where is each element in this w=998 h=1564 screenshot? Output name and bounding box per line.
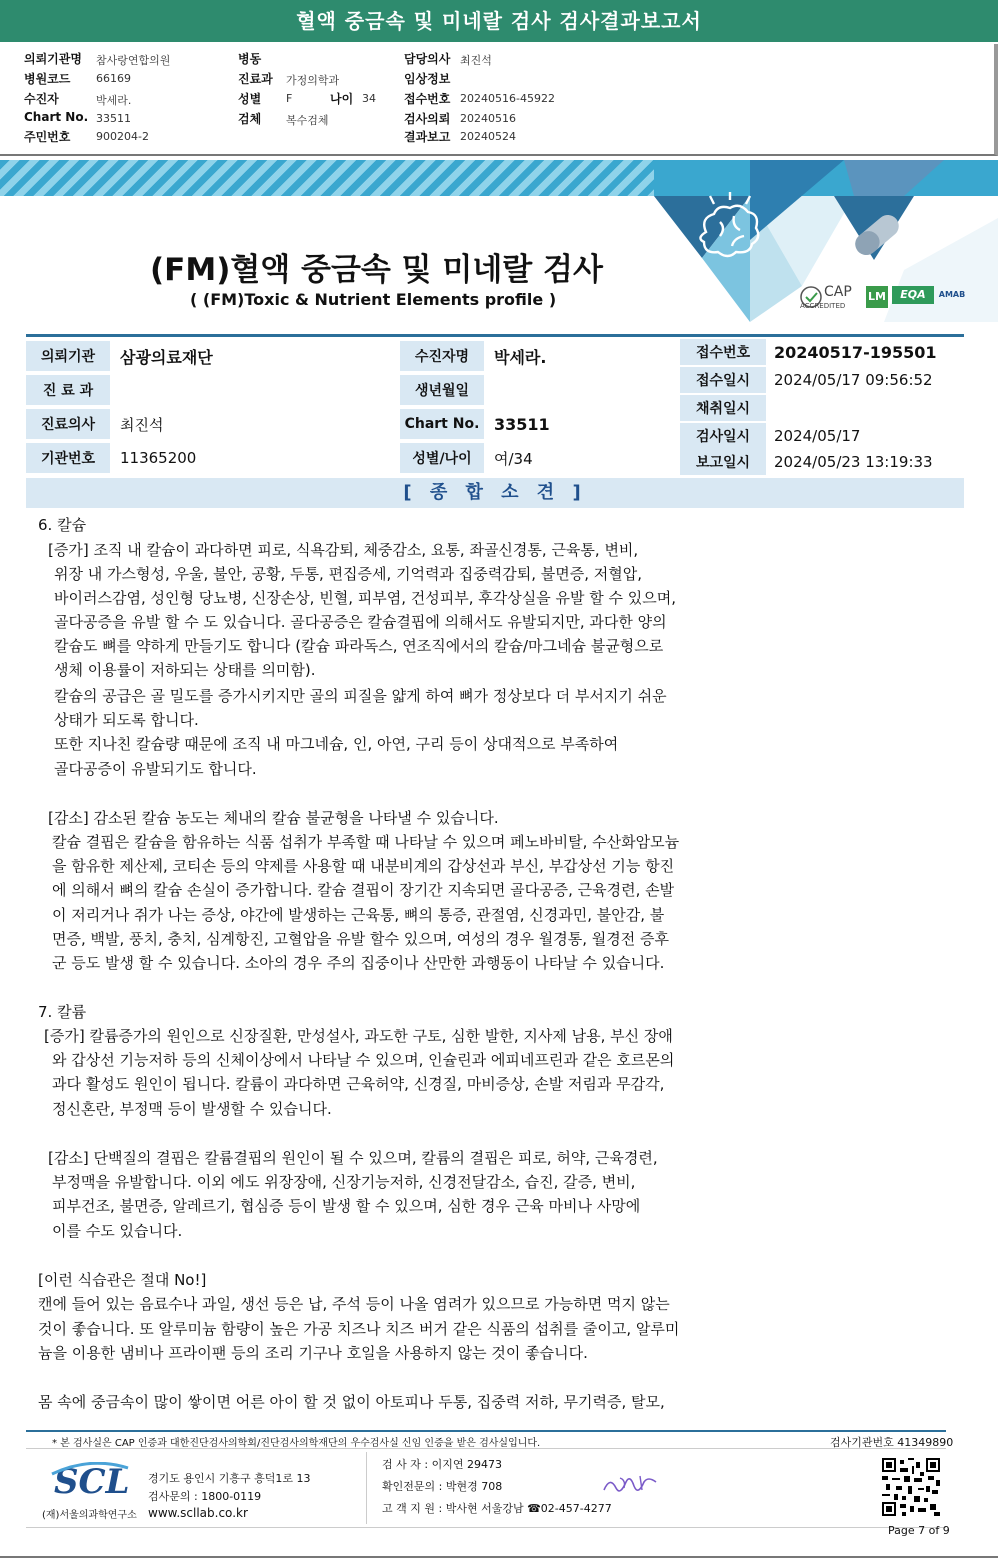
org-phone: 검사문의 : 1800-0119 [148, 1490, 262, 1503]
body-line: 이 저리거나 쥐가 나는 증상, 야간에 발생하는 근육통, 뼈의 통증, 관절염, 신경과민, 불안감, 불 [52, 906, 665, 924]
lab-registration-no: 검사기관번호 41349890 [830, 1436, 954, 1449]
body-line: 정신혼란, 부정맥 등이 발생할 수 있습니다. [52, 1100, 332, 1118]
receipt-time-label: 접수일시 [680, 367, 766, 393]
resident-no-label: 주민번호 [24, 130, 71, 144]
institution-label: 의뢰기관 [26, 341, 110, 371]
hero-subtitle: ( (FM)Toxic & Nutrient Elements profile ) [190, 290, 557, 309]
eqa-logo [892, 286, 934, 304]
chart-no-value-table: 33511 [494, 414, 550, 434]
body-line: 에 의해서 뼈의 칼슘 손실이 증가합니다. 칼슘 결핍이 장기간 지속되면 골다공증, 근육경련, 손발 [52, 881, 675, 899]
body-line: 칼슘도 뼈를 약하게 만들기도 합니다 (칼슘 파라독스, 연조직에서의 칼슘/마그네슘 불균형으로 [54, 637, 664, 655]
hospital-code-value: 66169 [96, 72, 131, 85]
cap-logo [800, 286, 862, 310]
report-time-label: 보고일시 [680, 449, 766, 475]
report-time-value: 2024/05/23 13:19:33 [774, 453, 933, 471]
accreditation-note: * 본 검사실은 CAP 인증과 대한진단검사의학회/진단검사의학재단의 우수검사실 신임 인증을 받은 검사실입니다. [52, 1438, 541, 1449]
cap-sub-text: ACCREDITED [800, 302, 846, 310]
chart-no-value: 33511 [96, 112, 131, 125]
body-line: [증가] 조직 내 칼슘이 과다하면 피로, 식욕감퇴, 체중감소, 요통, 좌골신경통, 근육통, 변비, [48, 541, 639, 559]
inspector-info: 검 사 자 : 이지연 29473 [382, 1458, 502, 1471]
patient-value: 박세라. [96, 94, 132, 107]
patient-name-label: 수진자명 [400, 341, 484, 371]
hospital-code-label: 병원코드 [24, 72, 71, 86]
body-line: 바이러스감염, 성인형 당뇨병, 신장손상, 빈혈, 피부염, 건성피부, 후각상실을 유발 할 수 있으며, [54, 589, 676, 607]
hospital-name-value: 참사랑연합의원 [96, 54, 171, 67]
body-line: 와 갑상선 기능저하 등의 신체이상에서 나타날 수 있으며, 인슐린과 에피네프린과 같은 호르몬의 [52, 1051, 675, 1069]
receipt-time-value: 2024/05/17 09:56:52 [774, 371, 933, 389]
hospital-name-label: 의뢰기관명 [24, 52, 82, 66]
specimen-label: 검체 [238, 112, 262, 126]
clinical-info-label: 임상정보 [404, 72, 451, 86]
body-line: 부정맥을 유발합니다. 이외 에도 위장장애, 신장기능저하, 신경전달감소, 습진, 갈증, 변비, [52, 1173, 636, 1191]
report-title: 혈액 중금속 및 미네랄 검사 검사결과보고서 [0, 0, 998, 42]
department-value [112, 375, 396, 405]
body-line: 이를 수도 있습니다. [52, 1222, 183, 1240]
age-label: 나이 [330, 92, 354, 106]
physician-value: 최진석 [120, 415, 164, 434]
cap-text: CAP [824, 284, 852, 300]
amab-text: AMAB [938, 290, 966, 299]
bottom-rule [0, 1556, 998, 1558]
body-line: 과다 활성도 원인이 됩니다. 칼륨이 과다하면 근육허약, 신경질, 마비증상, 손발 저림과 무감각, [52, 1075, 665, 1093]
confirm-doctor-info: 확인전문의 : 박현경 708 [382, 1480, 503, 1493]
patient-label: 수진자 [24, 92, 59, 106]
scl-logo-swoosh [50, 1462, 130, 1476]
report-date-label: 결과보고 [404, 130, 451, 144]
collection-time-label: 채취일시 [680, 395, 766, 421]
ward-label: 병동 [238, 52, 262, 66]
department-label: 진 료 과 [26, 375, 110, 405]
sex-value: F [286, 92, 293, 105]
body-line: [증가] 칼륨증가의 원인으로 신장질환, 만성설사, 과도한 구토, 심한 발한, 지사제 남용, 부신 장애 [44, 1027, 673, 1045]
summary-heading: [ 종 합 소 견 ] [26, 478, 964, 508]
body-line: 칼슘의 공급은 골 밀도를 증가시키지만 골의 피질을 얇게 하여 뼈가 정상보다 더 부서지기 쉬운 [54, 687, 667, 705]
signature-image [600, 1472, 660, 1498]
chart-no-label-table: Chart No. [400, 409, 484, 439]
patient-name-value: 박세라. [494, 347, 547, 367]
resident-no-value: 900204-2 [96, 130, 149, 143]
age-value: 34 [362, 92, 376, 105]
section-heading-potassium: 7. 칼륨 [38, 1003, 87, 1021]
section-heading-diet: [이런 식습관은 절대 No!] [38, 1271, 207, 1289]
body-line: 위장 내 가스형성, 우울, 불안, 공황, 두통, 편집증세, 기억력과 집중력감퇴, 불면증, 저혈압, [54, 565, 643, 583]
body-line: 몸 속에 중금속이 많이 쌓이면 어른 아이 할 것 없이 아토피나 두통, 집중력 저하, 무기력증, 탈모, [38, 1393, 665, 1411]
doctor-label: 담당의사 [404, 52, 451, 66]
org-name: (재)서울의과학연구소 [42, 1510, 137, 1521]
test-date-label: 검사일시 [680, 423, 766, 449]
patient-info-table [26, 334, 964, 474]
test-date-value: 2024/05/17 [774, 427, 861, 445]
department-value: 가정의학과 [286, 74, 340, 87]
sex-age-label: 성별/나이 [400, 443, 484, 473]
receipt-no-value-table: 20240517-195501 [774, 342, 937, 362]
body-line: 면증, 백발, 풍치, 충치, 심계항진, 고혈압을 유발 할수 있으며, 여성의 경우 월경통, 월경전 증후 [52, 930, 670, 948]
institution-no-label: 기관번호 [26, 443, 110, 473]
sex-label: 성별 [238, 92, 262, 106]
specimen-value: 복수검체 [286, 114, 329, 127]
lm-text: LM [868, 290, 886, 303]
body-line: 생체 이용률이 저하되는 상태를 의미함). [54, 661, 316, 679]
body-line: 늄을 이용한 냄비나 프라이팬 등의 조리 기구나 호일을 사용하지 않는 것이 좋습니다. [38, 1344, 588, 1362]
footer-divider [26, 1430, 946, 1432]
org-website[interactable]: www.scllab.co.kr [148, 1506, 248, 1520]
body-line: [감소] 감소된 칼슘 농도는 체내의 칼슘 불균형을 나타낼 수 있습니다. [48, 809, 499, 827]
receipt-no-label-table: 접수번호 [680, 339, 766, 365]
footer-separator [366, 1452, 367, 1524]
body-line: 상태가 되도록 합니다. [54, 711, 199, 729]
request-date-label: 검사의뢰 [404, 112, 451, 126]
body-line: [감소] 단백질의 결핍은 칼륨결핍의 원인이 될 수 있으며, 칼륨의 결핍은 피로, 허약, 근육경련, [48, 1149, 658, 1167]
collection-time-value [766, 395, 964, 421]
body-line: 피부건조, 불면증, 알레르기, 협심증 등이 발생 할 수 있으며, 심한 경우 근육 마비나 사망에 [52, 1197, 641, 1215]
institution-no-value: 11365200 [120, 449, 197, 467]
org-address: 경기도 용인시 기흥구 흥덕1로 13 [148, 1472, 311, 1485]
birthdate-value [486, 375, 676, 405]
receipt-no-value: 20240516-45922 [460, 92, 555, 105]
report-date-value: 20240524 [460, 130, 516, 143]
body-line: 을 함유한 제산제, 코티손 등의 약제를 사용할 때 내분비계의 갑상선과 부신, 부갑상선 기능 항진 [52, 857, 675, 875]
body-line: 골다공증을 유발 할 수 도 있습니다. 골다공증은 칼슘결핍에 의해서도 유발되지만, 과다한 양의 [54, 613, 667, 631]
body-line: 골다공증이 유발되기도 합니다. [54, 760, 257, 778]
doctor-value: 최진석 [460, 54, 492, 67]
body-line: 칼슘 결핍은 칼슘을 함유하는 식품 섭취가 부족할 때 나타날 수 있으며 페노바비탈, 수산화암모늄 [52, 833, 680, 851]
body-line: 또한 지나친 칼슘량 때문에 조직 내 마그네슘, 인, 아연, 구리 등이 상대적으로 부족하여 [54, 735, 619, 753]
section-heading-calcium: 6. 칼슘 [38, 516, 87, 534]
qr-code-icon[interactable] [882, 1458, 940, 1516]
lm-logo [866, 286, 888, 308]
amab-logo [938, 286, 966, 304]
header-info-panel [0, 44, 998, 156]
institution-value: 삼광의료재단 [120, 347, 213, 367]
page-number: Page 7 of 9 [888, 1524, 950, 1537]
customer-support-info: 고 객 지 원 : 박사현 서울강남 ☎02-457-4277 [382, 1502, 612, 1515]
physician-label: 진료의사 [26, 409, 110, 439]
eqa-text: EQA [900, 288, 926, 301]
chart-no-label: Chart No. [24, 110, 89, 124]
body-line: 군 등도 발생 할 수 있습니다. 소아의 경우 주의 집중이나 산만한 과행동이 나타날 수 있습니다. [52, 954, 665, 972]
sex-age-value: 여/34 [494, 449, 533, 468]
birthdate-label: 생년월일 [400, 375, 484, 405]
body-line: 캔에 들어 있는 음료수나 과일, 생선 등은 납, 주석 등이 나올 염려가 있으므로 가능하면 먹지 않는 [38, 1295, 670, 1313]
department-label: 진료과 [238, 72, 273, 86]
scl-logo: SCL [54, 1462, 130, 1502]
receipt-no-label: 접수번호 [404, 92, 451, 106]
hero-title: (FM)혈액 중금속 및 미네랄 검사 [150, 252, 603, 288]
request-date-value: 20240516 [460, 112, 516, 125]
body-line: 것이 좋습니다. 또 알루미늄 함량이 높은 가공 치즈나 치즈 버거 같은 식품의 섭취를 줄이고, 알루미 [38, 1320, 680, 1338]
